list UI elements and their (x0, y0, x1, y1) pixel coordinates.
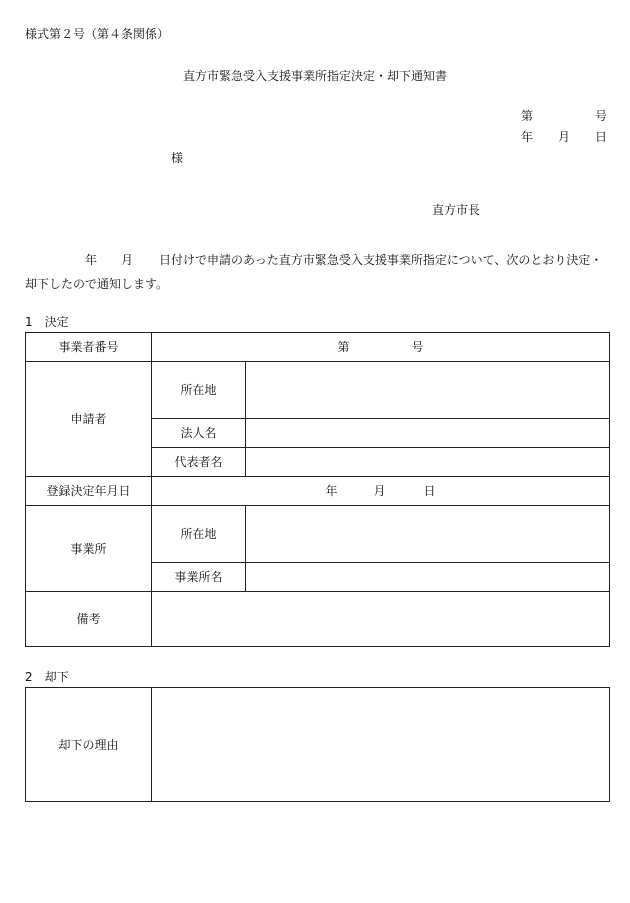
corporation-name-field[interactable] (246, 419, 610, 448)
rejection-reason-field[interactable] (152, 688, 610, 802)
body-paragraph: 日付けで申請のあった直方市緊急受入支援事業所指定について、次のとおり決定・却下したので通知します。 (25, 253, 603, 291)
applicant-label: 申請者 (26, 362, 152, 477)
decision-date-field[interactable] (152, 477, 610, 506)
decision-date-day: 日 (423, 484, 436, 498)
notice-date-month: 月 (558, 130, 571, 144)
body-date-year: 年 (85, 253, 98, 267)
decision-date-month: 月 (373, 484, 386, 498)
document-title: 直方市緊急受入支援事業所指定決定・却下通知書 (182, 69, 447, 83)
office-label: 事業所 (26, 506, 152, 592)
representative-label: 代表者名 (152, 448, 246, 477)
table-row (26, 333, 610, 362)
office-address-label: 所在地 (152, 506, 246, 563)
notice-date-year: 年 (521, 130, 534, 144)
decision-date-year: 年 (325, 484, 338, 498)
body-date-month: 月 (121, 253, 134, 267)
table-row (26, 477, 610, 506)
office-name-label: 事業所名 (152, 563, 246, 592)
notice-number-suffix: 号 (595, 109, 608, 123)
table-row (26, 362, 610, 419)
remarks-label: 備考 (26, 592, 152, 647)
rejection-reason-label: 却下の理由 (26, 688, 152, 802)
representative-field[interactable] (246, 448, 610, 477)
office-name-field[interactable] (246, 563, 610, 592)
notice-number-prefix: 第 (521, 109, 534, 123)
applicant-address-field[interactable] (246, 362, 610, 419)
business-number-suffix: 号 (411, 340, 424, 354)
business-number-prefix: 第 (337, 340, 350, 354)
notice-date-day: 日 (595, 130, 608, 144)
decision-table (25, 332, 610, 647)
applicant-address-label: 所在地 (152, 362, 246, 419)
office-address-field[interactable] (246, 506, 610, 563)
table-row (26, 506, 610, 563)
business-number-field[interactable] (152, 333, 610, 362)
section-rejection-heading: 2 却下 (25, 670, 69, 684)
decision-date-label: 登録決定年月日 (26, 477, 152, 506)
addressee-suffix: 様 (171, 151, 184, 165)
remarks-field[interactable] (152, 592, 610, 647)
section-decision-heading: 1 決定 (25, 315, 69, 329)
business-number-label: 事業者番号 (26, 333, 152, 362)
rejection-table (25, 687, 610, 802)
corporation-name-label: 法人名 (152, 419, 246, 448)
form-number-label: 様式第２号（第４条関係） (25, 27, 170, 41)
issuer-name: 直方市長 (432, 203, 481, 217)
table-row (26, 592, 610, 647)
table-row (26, 688, 610, 802)
